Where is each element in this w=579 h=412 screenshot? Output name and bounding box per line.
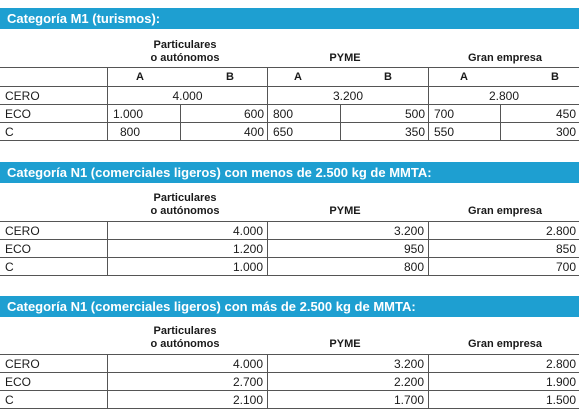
table-rule (0, 67, 579, 68)
row-label-c: C (5, 393, 14, 407)
row-label-c: C (5, 125, 14, 139)
cell-gran-a: 700 (434, 107, 455, 121)
table-rule (0, 86, 579, 87)
table-rule (0, 122, 579, 123)
cell-gran-b: 450 (555, 107, 576, 121)
cell-particulares: 4.000 (232, 224, 263, 238)
row-label-eco: ECO (5, 107, 32, 121)
table-rule (0, 275, 579, 276)
cell-gran-empresa: 2.800 (545, 224, 576, 238)
section-title-n1-mas: Categoría N1 (comerciales ligeros) con más de 2.500 kg de MMTA: (0, 296, 579, 317)
col-header-gran-empresa: Gran empresa (468, 52, 542, 64)
cell-gran-empresa: 2.800 (488, 89, 520, 103)
sub-header-a: A (294, 71, 302, 83)
cell-particulares-a: 1.000 (113, 107, 144, 121)
col-header-particulares-line2: o autónomos (150, 52, 220, 64)
cell-gran-empresa: 1.900 (545, 375, 576, 389)
cell-pyme: 800 (403, 260, 424, 274)
col-header-pyme: PYME (329, 52, 361, 64)
col-header-gran-empresa: Gran empresa (468, 338, 542, 350)
col-header-pyme: PYME (329, 338, 361, 350)
cell-particulares: 1.000 (232, 260, 263, 274)
cell-pyme: 3.200 (393, 357, 424, 371)
sub-header-b: B (226, 71, 234, 83)
row-label-eco: ECO (5, 375, 32, 389)
table-rule (0, 372, 579, 373)
row-label-eco: ECO (5, 242, 32, 256)
table-rule (0, 239, 579, 240)
table-rule (267, 67, 268, 140)
section-title-n1-menos: Categoría N1 (comerciales ligeros) con menos de 2.500 kg de MMTA: (0, 162, 579, 183)
col-header-particulares-line1: Particulares (153, 39, 217, 51)
row-label-cero: CERO (5, 357, 40, 371)
row-label-c: C (5, 260, 14, 274)
table-rule (428, 67, 429, 140)
cell-pyme-b: 500 (404, 107, 425, 121)
cell-particulares: 4.000 (232, 357, 263, 371)
col-header-particulares-line2: o autónomos (150, 338, 220, 350)
row-label-cero: CERO (5, 89, 40, 103)
col-header-particulares-line1: Particulares (153, 192, 217, 204)
cell-particulares: 1.200 (232, 242, 263, 256)
table-rule (0, 257, 579, 258)
sub-header-a: A (136, 71, 144, 83)
col-header-gran-empresa: Gran empresa (468, 205, 542, 217)
cell-pyme-a: 650 (273, 125, 294, 139)
table-rule (0, 354, 579, 355)
cell-gran-a: 550 (434, 125, 455, 139)
table-rule (0, 408, 579, 409)
col-header-pyme: PYME (329, 205, 361, 217)
cell-gran-b: 300 (555, 125, 576, 139)
cell-particulares: 2.100 (232, 393, 263, 407)
cell-particulares-a: 800 (120, 125, 141, 139)
cell-particulares-b: 600 (243, 107, 264, 121)
table-rule (0, 390, 579, 391)
cell-pyme: 3.200 (393, 224, 424, 238)
cell-pyme-a: 800 (273, 107, 294, 121)
row-label-cero: CERO (5, 224, 40, 238)
cell-pyme: 1.700 (393, 393, 424, 407)
cell-pyme-b: 350 (404, 125, 425, 139)
sub-header-b: B (551, 71, 559, 83)
cell-particulares: 2.700 (232, 375, 263, 389)
cell-pyme: 3.200 (332, 89, 364, 103)
table-rule (0, 140, 579, 141)
col-header-particulares-line1: Particulares (153, 325, 217, 337)
cell-particulares-b: 400 (243, 125, 264, 139)
cell-gran-empresa: 850 (555, 242, 576, 256)
cell-pyme: 950 (403, 242, 424, 256)
table-rule (0, 221, 579, 222)
col-header-particulares-line2: o autónomos (150, 205, 220, 217)
cell-gran-empresa: 2.800 (545, 357, 576, 371)
cell-pyme: 2.200 (393, 375, 424, 389)
table-rule (107, 67, 108, 140)
cell-gran-empresa: 1.500 (545, 393, 576, 407)
sub-header-b: B (384, 71, 392, 83)
cell-particulares: 4.000 (172, 89, 203, 103)
section-title-m1: Categoría M1 (turismos): (0, 8, 579, 29)
table-rule (0, 104, 579, 105)
cell-gran-empresa: 700 (555, 260, 576, 274)
sub-header-a: A (460, 71, 468, 83)
